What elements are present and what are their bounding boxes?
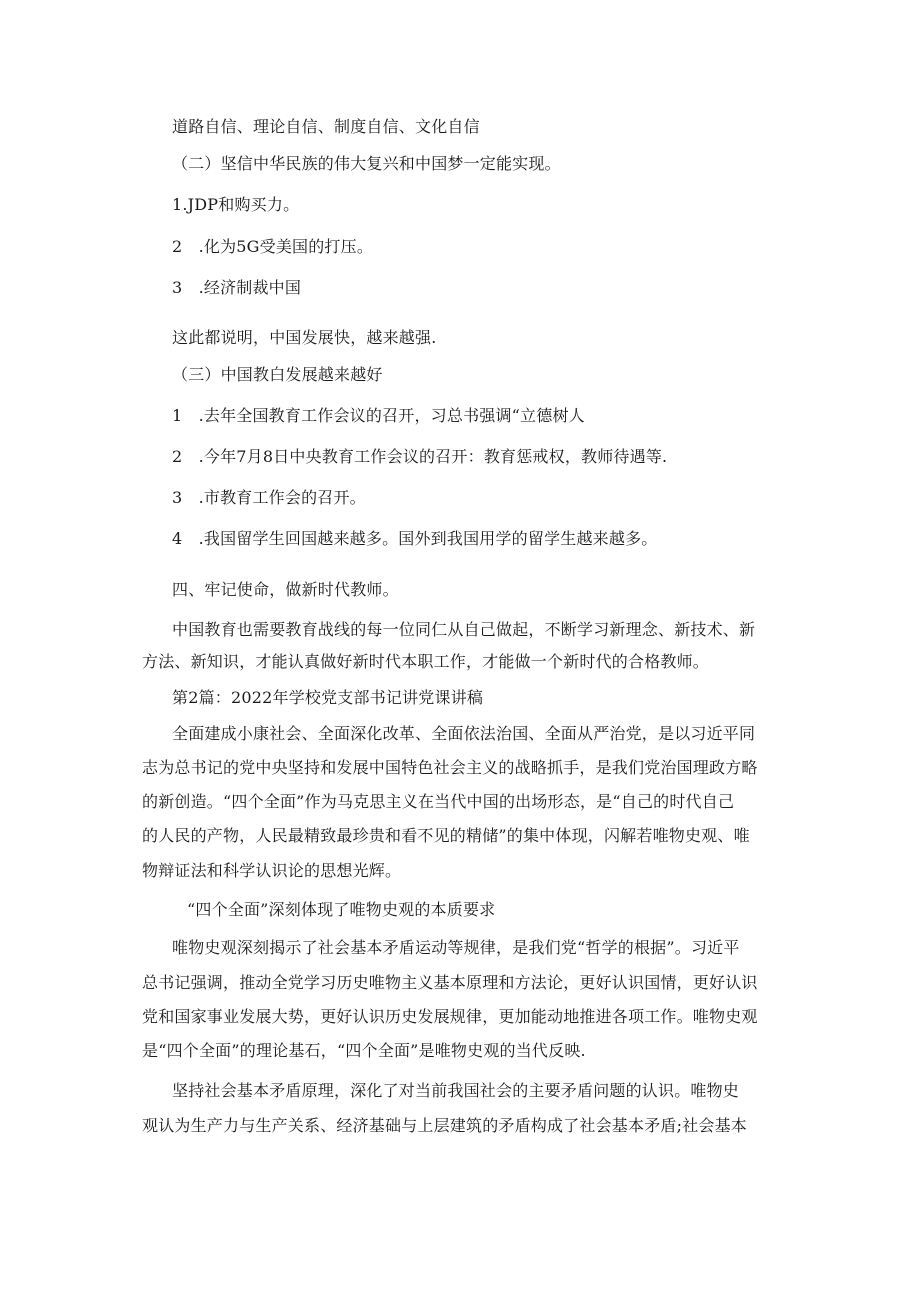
- paragraph-line: 志为总书记的党中央坚持和发展中国特色社会主义的战略抓手，是我们党治国理政方略: [142, 758, 758, 777]
- list-item: 4 .我国留学生回国越来越多。国外到我国用学的留学生越来越多。: [172, 529, 658, 548]
- list-item: 1.JDP和购买力。: [172, 195, 300, 214]
- paragraph-line: 的新创造。“四个全面”作为马克思主义在当代中国的出场形态，是“自己的时代自己: [142, 792, 735, 811]
- list-item: 3 .经济制裁中国: [172, 278, 302, 297]
- list-item: 1 .去年全国教育工作会议的召开，习总书强调“立德树人: [172, 406, 585, 425]
- section-heading: 四、牢记使命，做新时代教师。: [172, 580, 399, 599]
- section-heading: （二）坚信中华民族的伟大复兴和中国梦一定能实现。: [172, 154, 561, 173]
- paragraph-line: 党和国家事业发展大势，更好认识历史发展规律，更加能动地推进各项工作。唯物史观: [142, 1007, 758, 1026]
- section-heading: （三）中国教白发展越来越好: [172, 365, 383, 384]
- section-heading: “四个全面”深刻体现了唯物史观的本质要求: [187, 900, 496, 919]
- paragraph-line: 是“四个全面”的理论基石，“四个全面”是唯物史观的当代反映.: [142, 1041, 586, 1060]
- text-line: 这此都说明，中国发展快，越来越强.: [172, 328, 437, 347]
- paragraph-line: 坚持社会基本矛盾原理，深化了对当前我国社会的主要矛盾问题的认识。唯物史: [172, 1081, 740, 1100]
- paragraph-line: 物辩证法和科学认识论的思想光辉。: [142, 861, 402, 880]
- chapter-title: 第2篇：2022年学校党支部书记讲党课讲稿: [172, 688, 484, 707]
- text-line: 道路自信、理论自信、制度自信、文化自信: [172, 117, 480, 136]
- list-item: 2 .化为5G受美国的打压。: [172, 237, 374, 256]
- paragraph-line: 的人民的产物，人民最精致最珍贵和看不见的精储”的集中体现，闪解若唯物史观、唯: [142, 826, 750, 845]
- paragraph-line: 全面建成小康社会、全面深化改革、全面依法治国、全面从严治党，是以习近平同: [172, 724, 756, 743]
- list-item: 3 .市教育工作会的召开。: [172, 488, 366, 507]
- paragraph-line: 观认为生产力与生产关系、经济基础与上层建筑的矛盾构成了社会基本矛盾;社会基本: [142, 1116, 747, 1135]
- paragraph-line: 中国教育也需要教育战线的每一位同仁从自己做起，不断学习新理念、新技术、新: [172, 620, 756, 639]
- paragraph-line: 唯物史观深刻揭示了社会基本矛盾运动等规律，是我们党“哲学的根据”。习近平: [172, 938, 740, 957]
- list-item: 2 .今年7月8日中央教育工作会议的召开：教育惩戒权，教师待遇等.: [172, 447, 668, 466]
- paragraph-line: 方法、新知识，才能认真做好新时代本职工作，才能做一个新时代的合格教师。: [142, 652, 710, 671]
- paragraph-line: 总书记强调，推动全党学习历史唯物主义基本原理和方法论，更好认识国情，更好认识: [142, 973, 758, 992]
